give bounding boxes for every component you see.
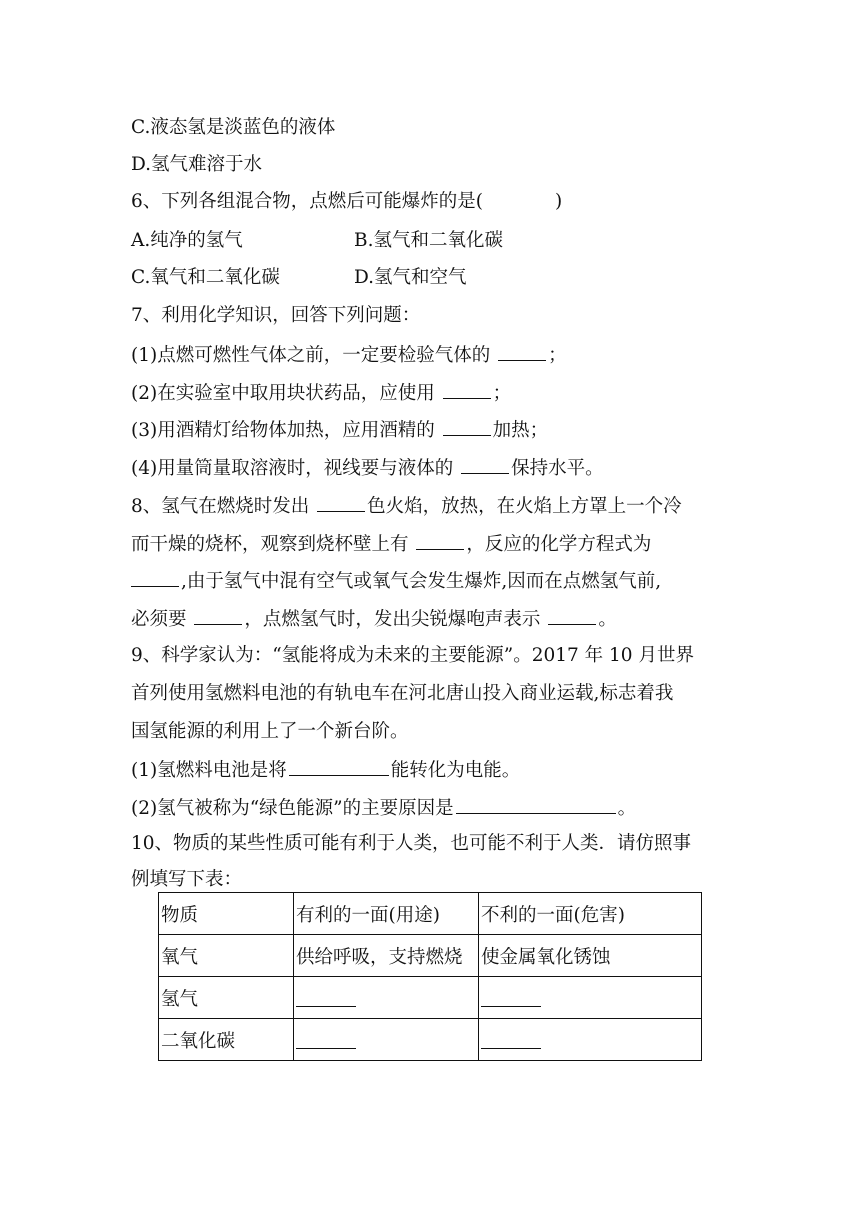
question-9-1-text: (1)氢燃料电池是将 [131, 760, 287, 781]
question-8-text: 必须要 [131, 609, 187, 630]
question-8-line2 [131, 531, 731, 557]
question-8-text: 8、氢气在燃烧时发出 [131, 496, 310, 517]
table-cell: 使金属氧化锈蚀 [479, 935, 702, 977]
question-9-1-end: 能转化为电能。 [390, 760, 521, 781]
question-7-3 [131, 417, 731, 443]
fill-blank[interactable] [461, 455, 509, 474]
table-row [159, 1019, 702, 1061]
option-6d: D.氢气和空气 [354, 267, 467, 288]
table-answer-cell[interactable] [294, 977, 479, 1019]
table-cell: 二氧化碳 [159, 1019, 294, 1061]
options-6-row1 [131, 229, 731, 253]
fill-blank[interactable] [443, 380, 491, 399]
question-8-line1 [131, 493, 731, 519]
question-6 [131, 190, 731, 214]
question-9-1 [131, 757, 731, 783]
question-6-close: ) [555, 191, 563, 212]
question-10-line1: 10、物质的某些性质可能有利于人类，也可能不利于人类．请仿照事 [131, 833, 692, 854]
question-9-line3: 国氢能源的利用上了一个新台阶。 [131, 721, 409, 742]
fill-blank[interactable] [194, 606, 242, 625]
question-6-text: 6、下列各组混合物，点燃后可能爆炸的是( [131, 191, 483, 212]
table-row [159, 977, 702, 1019]
question-7-4 [131, 455, 731, 481]
question-7-2-text: (2)在实验室中取用块状药品，应使用 [131, 383, 435, 404]
option-6b: B.氢气和二氧化碳 [354, 230, 503, 251]
fill-blank[interactable] [548, 606, 596, 625]
question-8-text: ，反应的化学方程式为 [466, 534, 652, 555]
fill-blank[interactable] [296, 1030, 356, 1049]
question-8-line3 [131, 568, 731, 594]
option-6a: A.纯净的氢气 [131, 230, 243, 251]
table-cell: 氢气 [159, 977, 294, 1019]
table-cell: 供给呼吸，支持燃烧 [294, 935, 479, 977]
question-8-text: 。 [598, 609, 617, 630]
fill-blank[interactable] [443, 417, 491, 436]
question-7-1-end: ； [548, 345, 567, 366]
table-answer-cell[interactable] [479, 1019, 702, 1061]
option-5c: C.液态氢是淡蓝色的液体 [131, 117, 336, 138]
question-9-2 [131, 795, 731, 821]
question-9-line2: 首列使用氢燃料电池的有轨电车在河北唐山投入商业运载,标志着我 [131, 683, 674, 704]
table-header-row [159, 893, 702, 935]
question-7-1 [131, 342, 731, 368]
question-8-text: 而干燥的烧杯，观察到烧杯壁上有 [131, 534, 409, 555]
question-7-3-text: (3)用酒精灯给物体加热，应用酒精的 [131, 420, 435, 441]
table-header-cell: 不利的一面(危害) [479, 893, 702, 935]
question-8-line4 [131, 606, 731, 632]
table-answer-cell[interactable] [294, 1019, 479, 1061]
fill-blank[interactable] [131, 568, 179, 587]
option-6c: C.氧气和二氧化碳 [131, 267, 280, 288]
question-7-4-text: (4)用量筒量取溶液时，视线要与液体的 [131, 458, 454, 479]
fill-blank[interactable] [317, 493, 365, 512]
table-header-cell: 物质 [159, 893, 294, 935]
fill-blank[interactable] [296, 988, 356, 1007]
fill-blank[interactable] [481, 988, 541, 1007]
fill-blank[interactable] [416, 531, 464, 550]
table-cell: 氧气 [159, 935, 294, 977]
question-7-2-end: ； [492, 383, 512, 404]
question-7-3-end: 加热； [492, 420, 549, 441]
fill-blank[interactable] [456, 795, 616, 814]
question-7-2 [131, 380, 731, 406]
question-8-text: ,由于氢气中混有空气或氧气会发生爆炸,因而在点燃氢气前, [181, 571, 662, 592]
table-answer-cell[interactable] [479, 977, 702, 1019]
table-header-cell: 有利的一面(用途) [294, 893, 479, 935]
question-10-line2: 例填写下表： [131, 869, 243, 890]
options-6-row2 [131, 266, 731, 290]
table-row [159, 935, 702, 977]
question-9-line1: 9、科学家认为：“氢能将成为未来的主要能源”。2017 年 10 月世界 [131, 645, 694, 666]
question-9-2-text: (2)氢气被称为“绿色能源”的主要原因是 [131, 798, 454, 819]
question-7-4-end: 保持水平。 [511, 458, 604, 479]
fill-blank[interactable] [481, 1030, 541, 1049]
question-7-1-text: (1)点燃可燃性气体之前，一定要检验气体的 [131, 345, 491, 366]
option-5d: D.氢气难溶于水 [131, 154, 263, 175]
question-8-text: 色火焰，放热，在火焰上方罩上一个冷 [367, 496, 682, 517]
properties-table [158, 892, 702, 1061]
fill-blank[interactable] [289, 757, 389, 776]
question-9-2-end: 。 [617, 798, 637, 819]
question-7: 7、利用化学知识，回答下列问题： [131, 305, 421, 326]
fill-blank[interactable] [498, 342, 546, 361]
question-8-text: ，点燃氢气时，发出尖锐爆咆声表示 [244, 609, 541, 630]
